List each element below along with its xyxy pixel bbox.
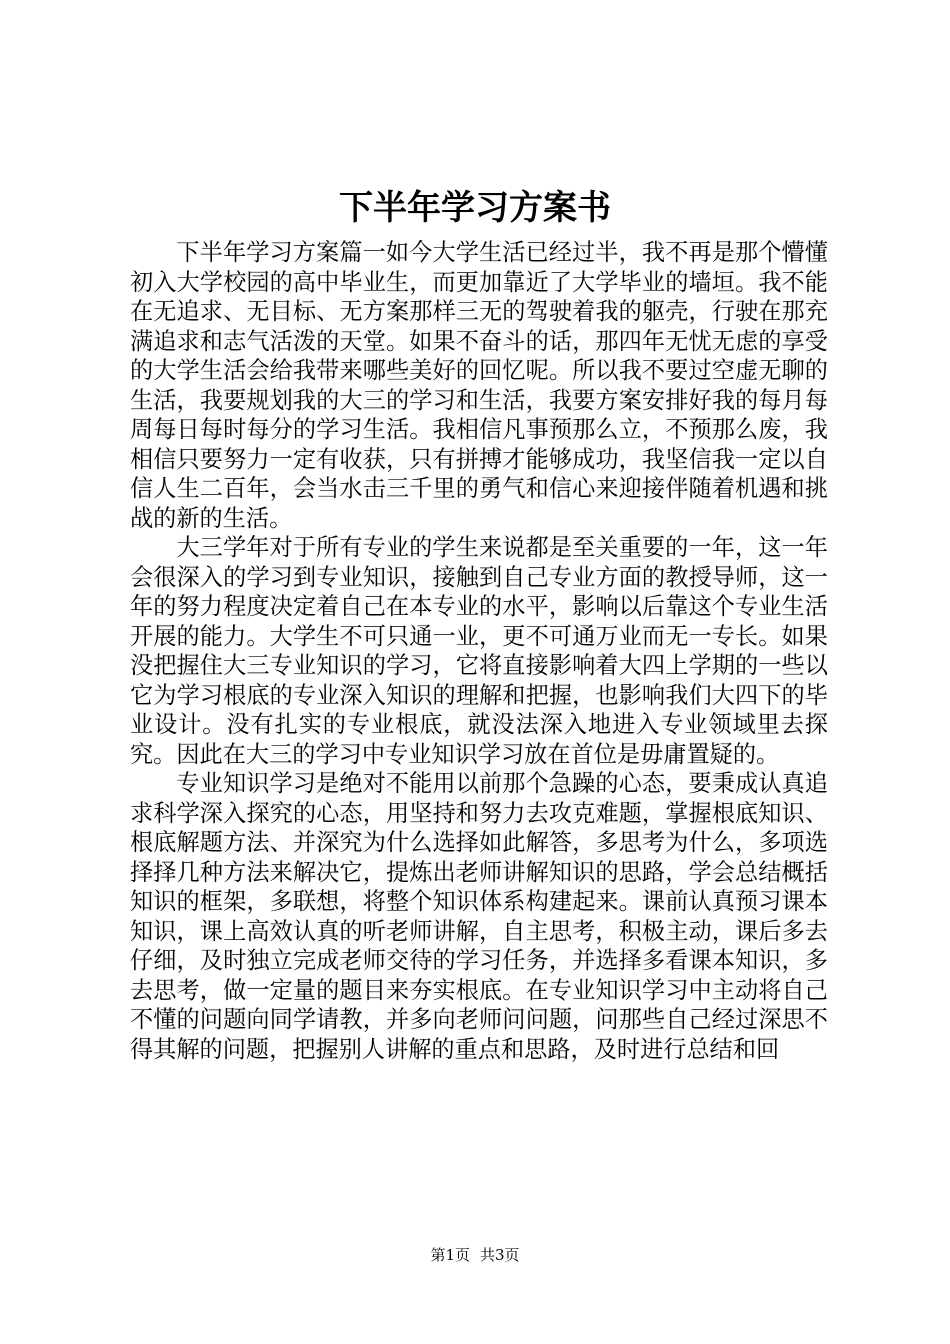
paragraph: 专业知识学习是绝对不能用以前那个急躁的心态，要秉成认真追求科学深入探究的心态，用坚持和努力去攻克难题，掌握根底知识、根底解题方法、并深究为什么选择如此解答，多思考为什么，多项选择择几种方法来解决它，提炼出老师讲解知识的思路，学会总结概括知识的框架，多联想，将整个知识体系构建起来。课前认真预习课本知识，课上高效认真的听老师讲解，自主思考，积极主动，课后多去仔细，及时独立完成老师交待的学习任务，并选择多看课本知识，多去思考，做一定量的题目来夯实根底。在专业知识学习中主动将自己不懂的问题向同学请教，并多向老师问问题，问那些自己经过深思不得其解的问题，把握别人讲解的重点和思路，及时进行总结和回 xyxy=(130,770,828,1063)
paragraph: 下半年学习方案篇一如今大学生活已经过半，我不再是那个懵懂初入大学校园的高中毕业生，而更加靠近了大学毕业的墙垣。我不能在无追求、无目标、无方案那样三无的驾驶着我的躯壳，行驶在那充满追求和志气活泼的天堂。如果不奋斗的话，那四年无忧无虑的享受的大学生活会给我带来哪些美好的回忆呢。所以我不要过空虚无聊的生活，我要规划我的大三的学习和生活，我要方案安排好我的每月每周每日每时每分的学习生活。我相信凡事预那么立，不预那么废，我相信只要努力一定有收获，只有拼搏才能够成功，我坚信我一定以自信人生二百年，会当水击三千里的勇气和信心来迎接伴随着机遇和挑战的新的生活。 xyxy=(130,239,828,532)
paragraph: 大三学年对于所有专业的学生来说都是至关重要的一年，这一年会很深入的学习到专业知识，接触到自己专业方面的教授导师，这一年的努力程度决定着自己在本专业的水平，影响以后靠这个专业生活开展的能力。大学生不可只通一业，更不可通万业而无一专长。如果没把握住大三专业知识的学习，它将直接影响着大四上学期的一些以它为学习根底的专业深入知识的理解和把握，也影响我们大四下的毕业设计。没有扎实的专业根底，就没法深入地进入专业领域里去探究。因此在大三的学习中专业知识学习放在首位是毋庸置疑的。 xyxy=(130,534,828,768)
document-body xyxy=(130,238,828,1064)
page-number: 第1页 xyxy=(430,1246,470,1264)
document-title: 下半年学习方案书 xyxy=(339,188,611,228)
page-total: 共3页 xyxy=(480,1246,520,1264)
page-footer xyxy=(0,1245,950,1265)
